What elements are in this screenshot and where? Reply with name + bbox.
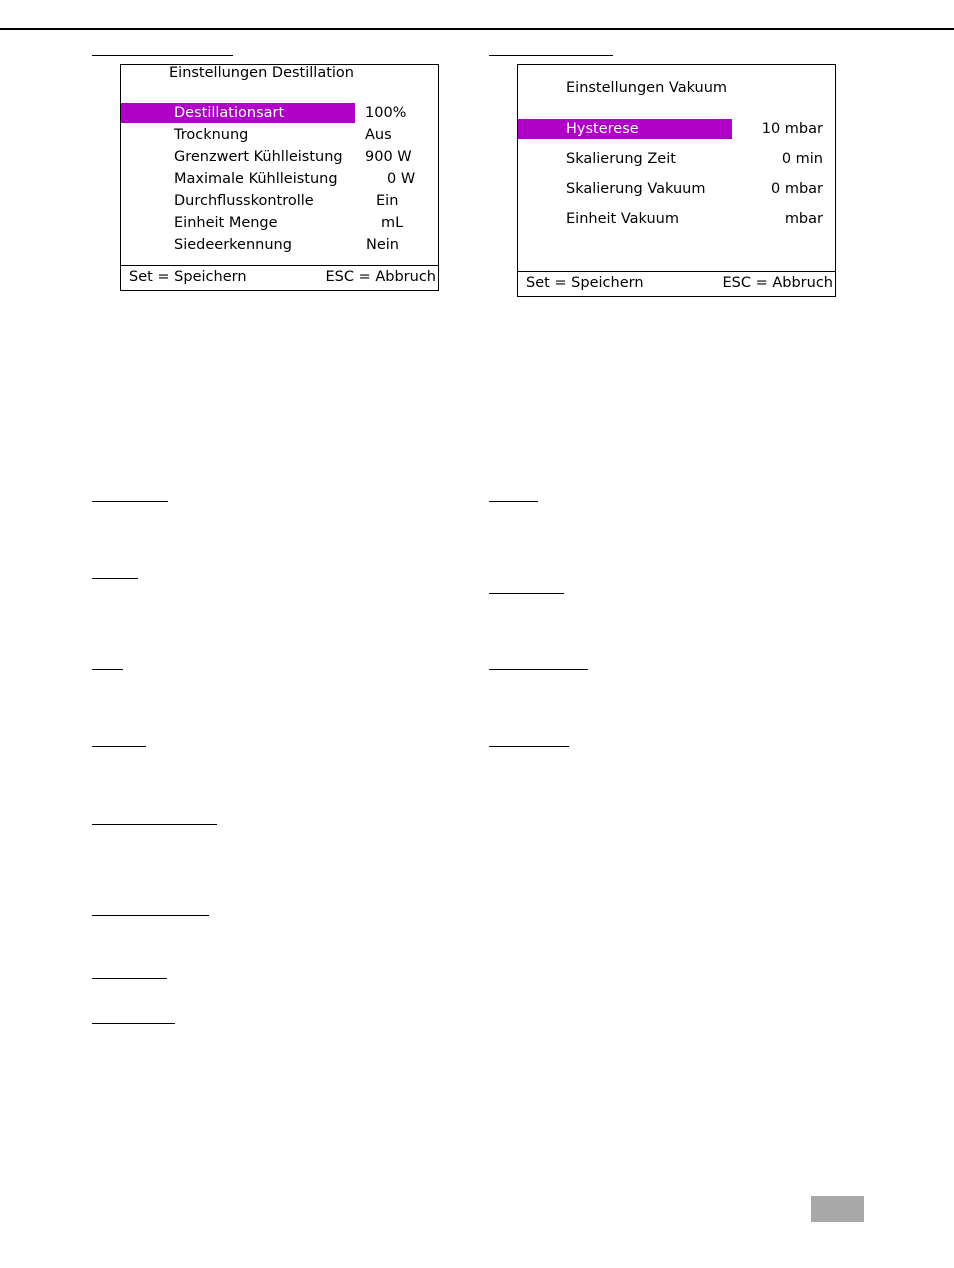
- setting-label: Einheit Menge: [174, 215, 278, 231]
- cancel-hint[interactable]: ESC = Abbruch: [325, 269, 436, 285]
- screen-footer: [518, 271, 835, 296]
- setting-value: Ein: [376, 193, 399, 209]
- settings-row[interactable]: [518, 119, 835, 139]
- setting-label: Durchflusskontrolle: [174, 193, 314, 209]
- settings-row[interactable]: [121, 235, 438, 255]
- heading-rule: [489, 669, 588, 670]
- setting-label: Trocknung: [174, 127, 249, 143]
- settings-row[interactable]: [121, 169, 438, 189]
- settings-row[interactable]: [518, 149, 835, 169]
- setting-value: 100%: [365, 105, 407, 121]
- heading-rule: [92, 501, 168, 502]
- setting-value: mbar: [784, 211, 823, 227]
- cancel-hint[interactable]: ESC = Abbruch: [722, 275, 833, 291]
- setting-value: Nein: [366, 237, 399, 253]
- destillation-settings-screen: [120, 64, 439, 291]
- settings-row[interactable]: [121, 191, 438, 211]
- heading-rule: [92, 746, 146, 747]
- setting-label: Skalierung Vakuum: [566, 181, 706, 197]
- screen-footer: [121, 265, 438, 290]
- save-hint[interactable]: Set = Speichern: [526, 275, 644, 291]
- setting-label: Siedeerkennung: [174, 237, 292, 253]
- screen-title: Einstellungen Vakuum: [566, 80, 728, 96]
- setting-value: 0 mbar: [770, 181, 823, 197]
- setting-label: Einheit Vakuum: [566, 211, 679, 227]
- heading-rule: [92, 669, 123, 670]
- heading-rule: [92, 1023, 175, 1024]
- setting-value: 900 W: [365, 149, 412, 165]
- heading-rule: [489, 55, 613, 56]
- settings-row[interactable]: [121, 103, 438, 123]
- page-top-rule: [0, 28, 954, 30]
- setting-label: Skalierung Zeit: [566, 151, 676, 167]
- setting-value: 0 W: [387, 171, 416, 187]
- settings-row[interactable]: [518, 179, 835, 199]
- heading-rule: [489, 746, 569, 747]
- vakuum-settings-screen: [517, 64, 836, 297]
- heading-rule: [92, 55, 233, 56]
- setting-label: Grenzwert Kühlleistung: [174, 149, 343, 165]
- setting-value: mL: [381, 215, 404, 231]
- heading-rule: [489, 501, 538, 502]
- heading-rule: [92, 915, 209, 916]
- page-number-box: [811, 1196, 864, 1222]
- setting-label: Destillationsart: [174, 105, 285, 121]
- settings-row[interactable]: [518, 209, 835, 229]
- heading-rule: [92, 824, 217, 825]
- heading-rule: [92, 578, 138, 579]
- setting-label: Maximale Kühlleistung: [174, 171, 338, 187]
- screen-title: Einstellungen Destillation: [169, 65, 354, 81]
- save-hint[interactable]: Set = Speichern: [129, 269, 247, 285]
- setting-value: 0 min: [781, 151, 823, 167]
- settings-row[interactable]: [121, 125, 438, 145]
- setting-value: 10 mbar: [761, 121, 823, 137]
- heading-rule: [92, 978, 167, 979]
- setting-label: Hysterese: [566, 121, 639, 137]
- settings-row[interactable]: [121, 147, 438, 167]
- settings-row[interactable]: [121, 213, 438, 233]
- heading-rule: [489, 593, 564, 594]
- setting-value: Aus: [365, 127, 392, 143]
